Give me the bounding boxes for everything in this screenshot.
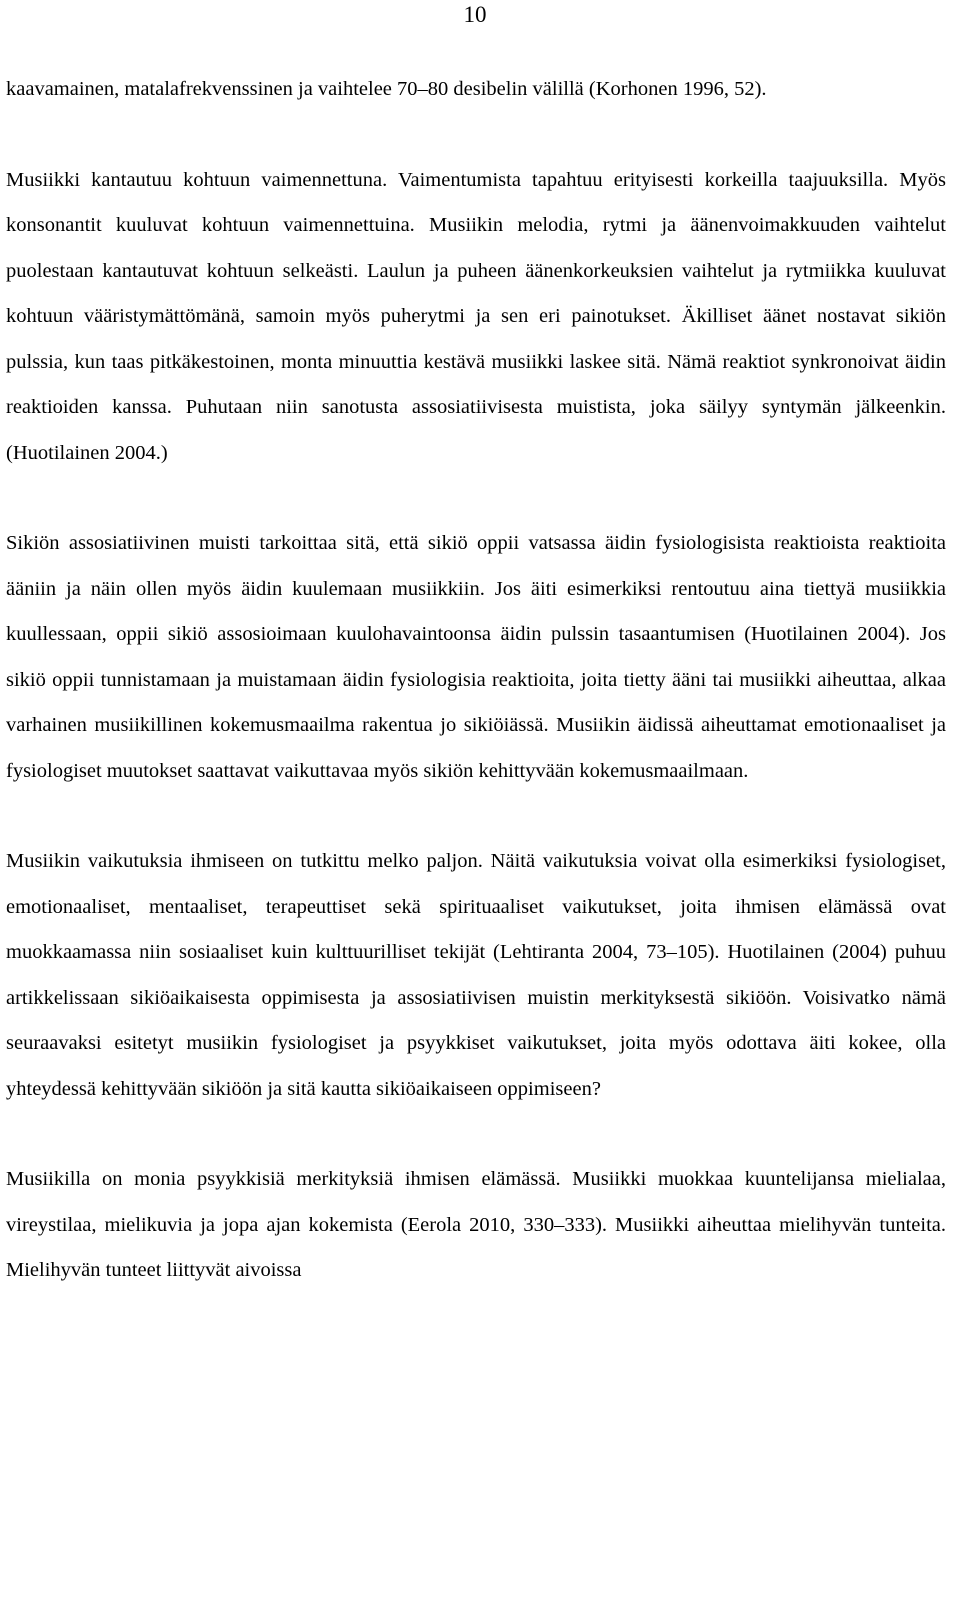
paragraph-music-in-womb: Musiikki kantautuu kohtuun vaimennettuna. Vaimentumista tapahtuu erityisesti korkeilla taajuuksilla. Myös konsonantit kuuluvat kohtuun vaimennettuina. Musiikin melodia, rytmi ja äänenvoimakkuuden vaihtelut puolestaan kantautuvat kohtuun selkeästi. Laulun ja puheen äänenkorkeuksien vaihtelut ja rytmiikka kuuluvat kohtuun vääristymättömänä, samoin myös puherytmi ja sen eri painotukset. Äkilliset äänet nostavat sikiön pulssia, kun taas pitkäkestoinen, monta minuuttia kestävä musiikki laskee sitä. Nämä reaktiot synkronoivat äidin reaktioiden kanssa. Puhutaan niin sanotusta assosiatiivisesta muistista, joka säilyy syntymän jälkeenkin. (Huotilainen 2004.) (6, 168, 946, 464)
paragraph-associative-memory: Sikiön assosiatiivinen muisti tarkoittaa sitä, että sikiö oppii vatsassa äidin fysiologisista reaktioista reaktioita ääniin ja näin ollen myös äidin kuulemaan musiikkiin. Jos äiti esimerkiksi rentoutuu aina tiettyä musiikkia kuullessaan, oppii sikiö assosioimaan kuulohavaintoonsa äidin pulssin tasaantumisen (Huotilainen 2004). Jos sikiö oppii tunnistamaan ja muistamaan äidin fysiologisia reaktioita, joita tietty ääni tai musiikki aiheuttaa, alkaa varhainen musiikillinen kokemusmaailma rakentua jo sikiöiässä. Musiikin äidissä aiheuttamat emotionaaliset ja fysiologiset muutokset saattavat vaikuttavaa myös sikiön kehittyvään kokemusmaailmaan. (6, 532, 946, 782)
paragraph-continuation: kaavamainen, matalafrekvenssinen ja vaihtelee 70–80 desibelin välillä (Korhonen 1996, 52). (6, 78, 767, 100)
paragraph-psychological-meanings: Musiikilla on monia psyykkisiä merkityksiä ihmisen elämässä. Musiikki muokkaa kuuntelijansa mielialaa, vireystilaa, mielikuvia ja jopa ajan kokemista (Eerola 2010, 330–333). Musiikki aiheuttaa mielihyvän tunteita. Mielihyvän tunteet liittyvät aivoissa (6, 1168, 946, 1281)
paragraph-music-effects: Musiikin vaikutuksia ihmiseen on tutkittu melko paljon. Näitä vaikutuksia voivat olla esimerkiksi fysiologiset, emotionaaliset, mentaaliset, terapeuttiset sekä spirituaaliset vaikutukset, joita ihmisen elämässä ovat muokkaamassa niin sosiaaliset kuin kulttuurilliset tekijät (Lehtiranta 2004, 73–105). Huotilainen (2004) puhuu artikkelissaan sikiöaikaisesta oppimisesta ja assosiatiivisen muistin merkityksestä sikiöön. Voisivatko nämä seuraavaksi esitetyt musiikin fysiologiset ja psyykkiset vaikutukset, joita myös odottava äiti kokee, olla yhteydessä kehittyvään sikiöön ja sitä kautta sikiöaikaiseen oppimiseen? (6, 850, 946, 1100)
page-body (6, 67, 946, 1294)
page-number: 10 (463, 2, 487, 27)
